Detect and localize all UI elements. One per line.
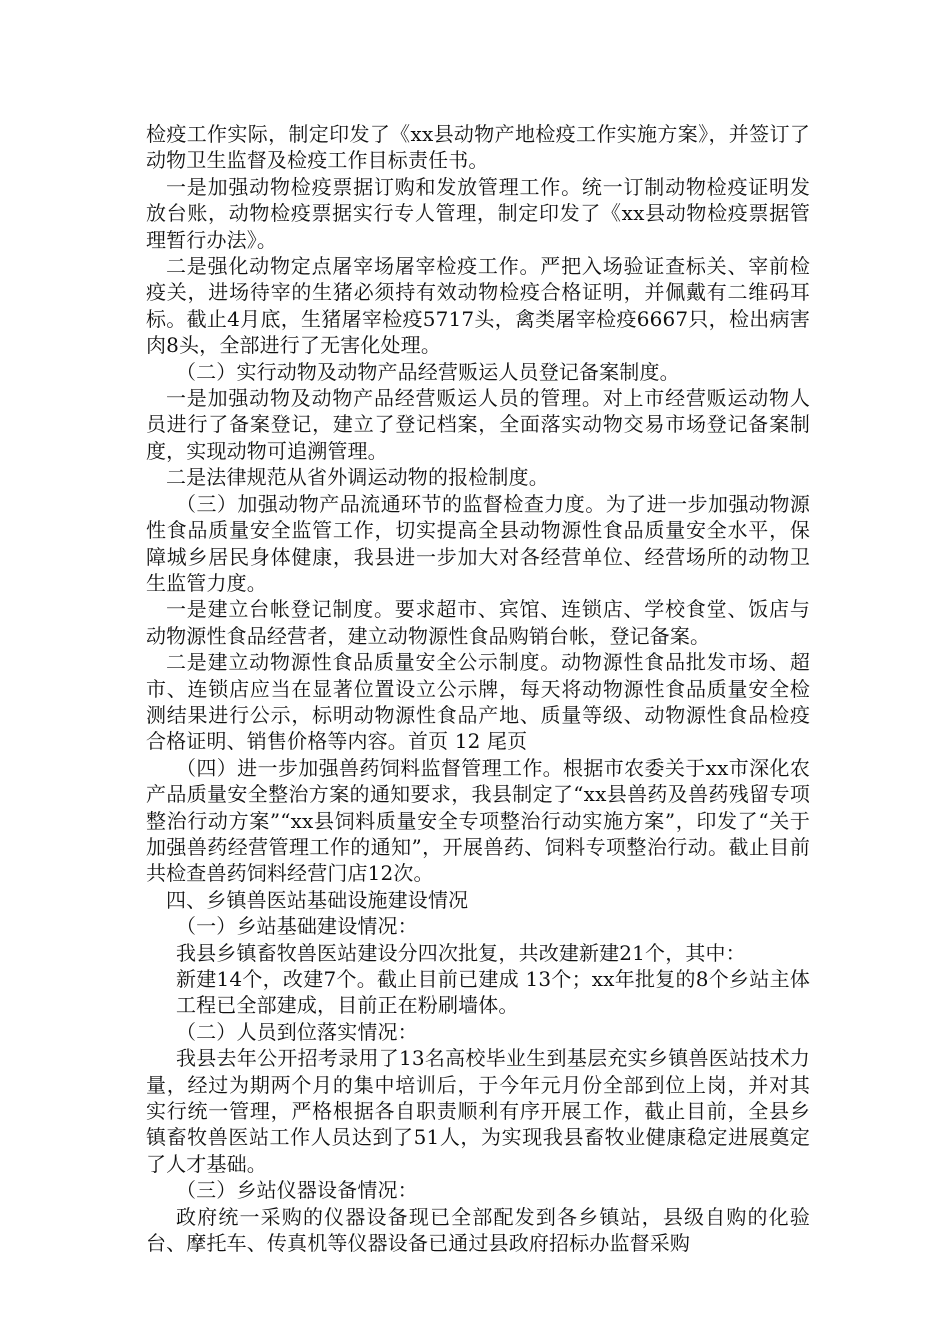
paragraph-station-approvals: 我县乡镇畜牧兽医站建设分四次批复，共改建新建21个，其中： xyxy=(176,940,746,965)
paragraph-station-progress: 新建14个，改建7个。截止目前已建成 13个；xx年批复的8个乡站主体工程已全部建成，目前正在粉刷墙体。 xyxy=(176,967,810,1018)
paragraph-slaughter-inspection: 二是强化动物定点屠宰场屠宰检疫工作。严把入场验证查标关、宰前检疫关，进场待宰的生猪必须持有效动物检疫合格证明，并佩戴有二维码耳标。截止4月底，生猪屠宰检疫5717头，禽类屠宰检疫6667只，检出病害肉8头，全部进行了无害化处理。 xyxy=(146,254,810,358)
section-heading-4: （四）进一步加强兽药饲料监督管理工作。根据市农委关于xx市深化农产品质量安全整治方案的通知要求，我县制定了“xx县兽药及兽药残留专项整治行动方案”“xx县饲料质量安全专项整治行动实施方案”，印发了“关于加强兽药经营管理工作的通知”，开展兽药、饲料专项整治行动。截止目前共检查兽药饲料经营门店12次。 xyxy=(146,755,810,886)
paragraph-intro: 检疫工作实际，制定印发了《xx县动物产地检疫工作实施方案》，并签订了动物卫生监督及检疫工作目标责任书。 xyxy=(146,122,810,173)
paragraph-personnel: 我县去年公开招考录用了13名高校毕业生到基层充实乡镇兽医站技术力量，经过为期两个月的集中培训后，于今年元月份全部到位上岗，并对其实行统一管理，严格根据各自职责顺利有序开展工作，截止目前，全县乡镇畜牧兽医站工作人员达到了51人，为实现我县畜牧业健康稳定进展奠定了人才基础。 xyxy=(146,1046,810,1176)
paragraph-ledger-registration: 一是建立台帐登记制度。要求超市、宾馆、连锁店、学校食堂、饭店与动物源性食品经营者，建立动物源性食品购销台帐，登记备案。 xyxy=(146,597,810,648)
paragraph-quality-disclosure: 二是建立动物源性食品质量安全公示制度。动物源性食品批发市场、超市、连锁店应当在显著位置设立公示牌，每天将动物源性食品质量安全检测结果进行公示，标明动物源性食品产地、质量等级、动物源性食品检疫合格证明、销售价格等内容。首页 12 尾页 xyxy=(146,650,810,754)
document-body xyxy=(146,121,810,1256)
paragraph-equipment: 政府统一采购的仪器设备现已全部配发到各乡镇站，县级自购的化验台、摩托车、传真机等仪器设备已通过县政府招标办监督采购 xyxy=(146,1204,810,1256)
paragraph-inspection-rules: 二是法律规范从省外调运动物的报检制度。 xyxy=(166,465,549,490)
subsection-heading-infrastructure: （一）乡站基础建设情况： xyxy=(176,914,418,939)
subsection-heading-equipment: （三）乡站仪器设备情况： xyxy=(176,1178,418,1203)
paragraph-ticket-management: 一是加强动物检疫票据订购和发放管理工作。统一订制动物检疫证明发放台账，动物检疫票据实行专人管理，制定印发了《xx县动物检疫票据管理暂行办法》。 xyxy=(146,174,810,252)
section-heading-four: 四、乡镇兽医站基础设施建设情况 xyxy=(166,887,469,912)
section-heading-3: （三）加强动物产品流通环节的监督检查力度。为了进一步加强动物源性食品质量安全监管工作，切实提高全县动物源性食品质量安全水平，保障城乡居民身体健康，我县进一步加大对各经营单位、经营场所的动物卫生监管力度。 xyxy=(146,491,810,595)
subsection-heading-personnel: （二）人员到位落实情况： xyxy=(176,1019,418,1044)
section-heading-2: （二）实行动物及动物产品经营贩运人员登记备案制度。 xyxy=(176,359,680,384)
paragraph-dealer-management: 一是加强动物及动物产品经营贩运人员的管理。对上市经营贩运动物人员进行了备案登记，建立了登记档案，全面落实动物交易市场登记备案制度，实现动物可追溯管理。 xyxy=(146,386,810,463)
